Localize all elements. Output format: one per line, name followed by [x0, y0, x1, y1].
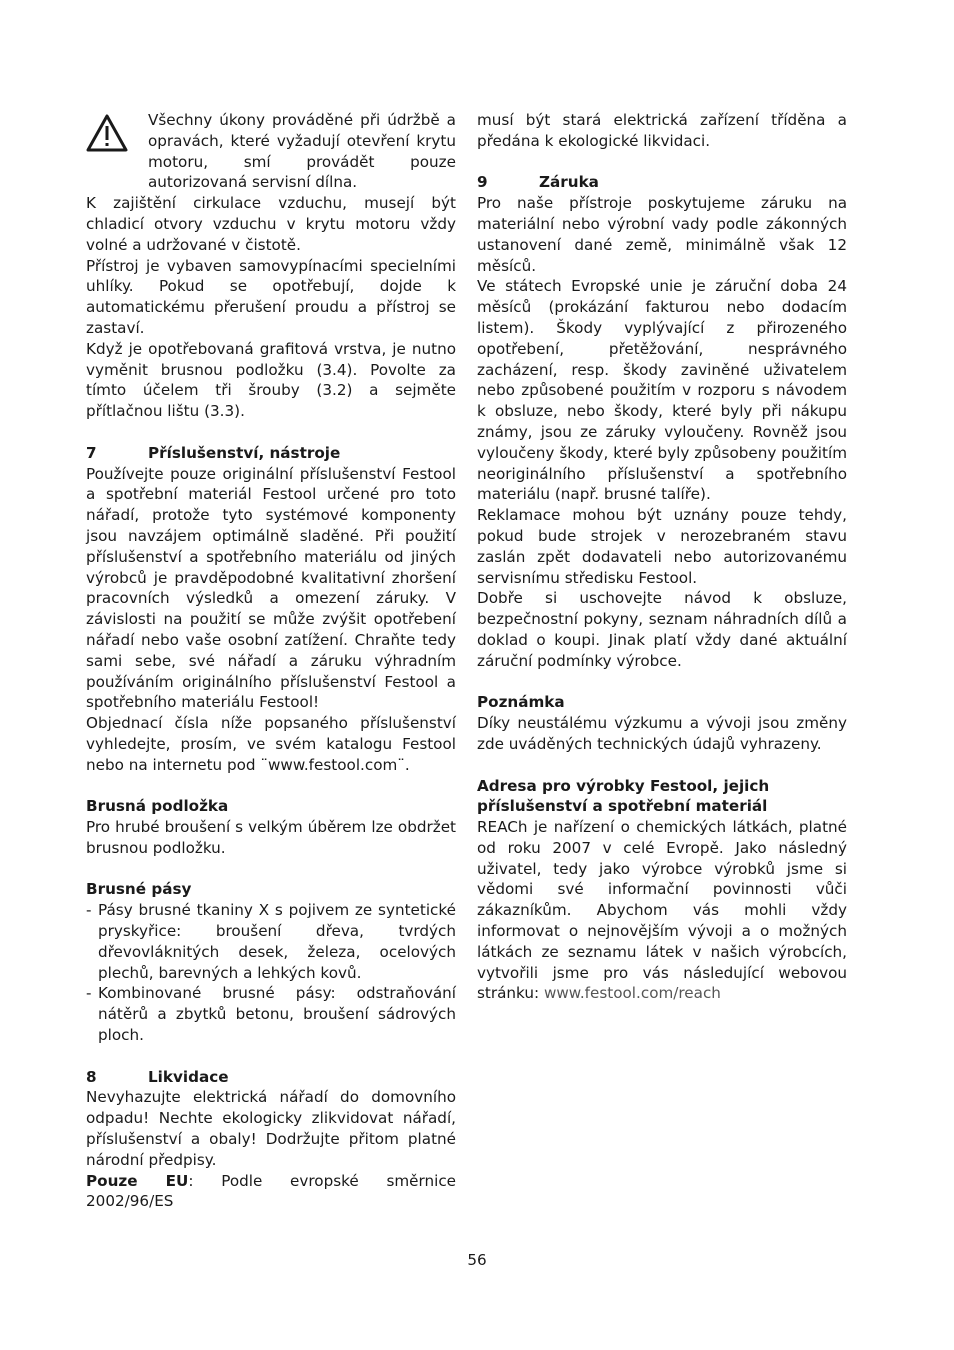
sanding-pad-heading: Brusná podložka: [86, 797, 229, 816]
maintenance-paragraph: K zajištění cirkulace vzduchu, musejí být chladicí otvory vzduchu v krytu motoru vždy volné a udržované v čistotě.: [86, 194, 456, 254]
section-8-continued: musí být stará elektrická zařízení tříděna a předána k ekologické likvidaci.: [477, 111, 847, 150]
section-7-catalog: Objednací čísla níže popsaného příslušenství vyhledejte, prosím, ve svém katalogu Festool nebo na internetu pod ¨www.festool.com¨.: [86, 714, 456, 774]
section-8-body: Nevyhazujte elektrická nářadí do domovního odpadu! Nechte ekologicky zlikvidovat nářadí, příslušenství a obaly! Dodržujte přitom platné národní předpisy.: [86, 1088, 456, 1169]
list-item: - Pásy brusné tkaniny X s pojivem ze syntetické pryskyřice: broušení dřeva, tvrdých dřevovláknitých desek, železa, ocelových plechů, barevných a lehkých kovů.: [86, 900, 456, 983]
sanding-pad-body: Pro hrubé broušení s velkým úběrem lze obdržet brusnou podložku.: [86, 818, 456, 857]
sanding-belts-list: [86, 900, 456, 1046]
warning-text: Všechny úkony prováděné při údržbě a opravách, které vyžadují otevření krytu motoru, smí provádět pouze autorizovaná servisní dílna.: [148, 111, 456, 192]
list-item: - Kombinované brusné pásy: odstraňování nátěrů a zbytků betonu, broušení sádrových ploch.: [86, 983, 456, 1045]
warning-block: [86, 110, 456, 193]
sanding-belts-heading: Brusné pásy: [86, 880, 192, 899]
reach-body: REACh je nařízení o chemických látkách, platné od roku 2007 v celé Evropě. Jako následný uživatel, tedy jako výrobce výrobků jsme si vědomi své informační povinnosti vůči zákazníkům. Abychom vás mohli vždy informovat o nejnovějším vývoji a o možných látkách ze seznamu látek v našich výrobcích, vytvořili jsme pro vás následující webovou stránku: www.festool.com/reach: [477, 818, 847, 1003]
maintenance-paragraph: Přístroj je vybaven samovypínacími specielními uhlíky. Pokud se opotřebují, dojde k automatickému přerušení proudu a přístroj se zastaví.: [86, 256, 456, 337]
warranty-paragraph: Dobře si uschovejte návod k obsluze, bezpečnostní pokyny, seznam náhradních dílů a doklad o koupi. Jinak platí vždy dané aktuální záruční podmínky výrobce.: [477, 589, 847, 670]
section-8-eu-note: Pouze EU: Podle evropské směrnice 2002/96/ES: [86, 1171, 457, 1211]
page-number: 56: [467, 1251, 487, 1269]
section-9-heading: 9 Záruka: [477, 173, 599, 192]
warranty-paragraph: Pro naše přístroje poskytujeme záruku na materiální nebo výrobní vady podle zákonných ustanovení dané země, minimálně však 12 měsíců.: [477, 194, 847, 275]
section-7-heading: 7 Příslušenství, nástroje: [86, 443, 341, 462]
reach-link[interactable]: www.festool.com/reach: [543, 984, 721, 1003]
warranty-paragraph: Ve státech Evropské unie je záruční doba 24 měsíců (prokázání fakturou nebo dodacím listem). Škody vyplývající z přirozeného opotřebení, přetěžování, nesprávného zacházení, resp. škody zaviněné uživatelem nebo způsobené použitím v rozporu s návodem k obsluze, nebo škody, které byly při nákupu známy, jsou ze záruky vyloučeny. Rovněž jsou vyloučeny škody, které byly způsobeny použitím neoriginálního příslušenství a spotřebního materiálu (např. brusné talíře).: [477, 277, 847, 504]
section-7-body: Používejte pouze originální příslušenství Festool a spotřební materiál Festool určené pro toto nářadí, protože tyto systémové komponenty jsou navzájem optimálně sladěné. Při použití příslušenství a spotřebního materiálu od jiných výrobců je pravděpodobné kvalitativní zhoršení pracovních výsledků a omezení záruky. V závislosti na použití se může zvýšit opotřebení nářadí nebo vaše osobní zatížení. Chraňte tedy sami sebe, své nářadí a záruku výhradním používáním originálního příslušenství Festool a spotřebního materiálu Festool!: [86, 464, 456, 712]
warranty-paragraph: Reklamace mohou být uznány pouze tehdy, pokud bude strojek v nerozebraném stavu zaslán zpět dodavateli nebo autorizovanému servisnímu středisku Festool.: [477, 506, 847, 587]
note-heading: Poznámka: [477, 693, 565, 712]
warning-triangle-icon: [86, 110, 148, 193]
note-body: Díky neustálému výzkumu a vývoji jsou změny zde uváděných technických údajů vyhrazeny.: [477, 714, 847, 753]
maintenance-paragraph: Když je opotřebovaná grafitová vrstva, je nutno vyměnit brusnou podložku (3.4). Povolte za tímto účelem tři šrouby (3.2) a sejměte přítlačnou lištu (3.3).: [86, 339, 456, 421]
reach-heading: Adresa pro výrobky Festool, jejich příslušenství a spotřební materiál: [477, 776, 770, 816]
right-column: [477, 110, 847, 1004]
section-8-heading: 8 Likvidace: [86, 1067, 229, 1086]
left-column: [86, 110, 456, 1212]
